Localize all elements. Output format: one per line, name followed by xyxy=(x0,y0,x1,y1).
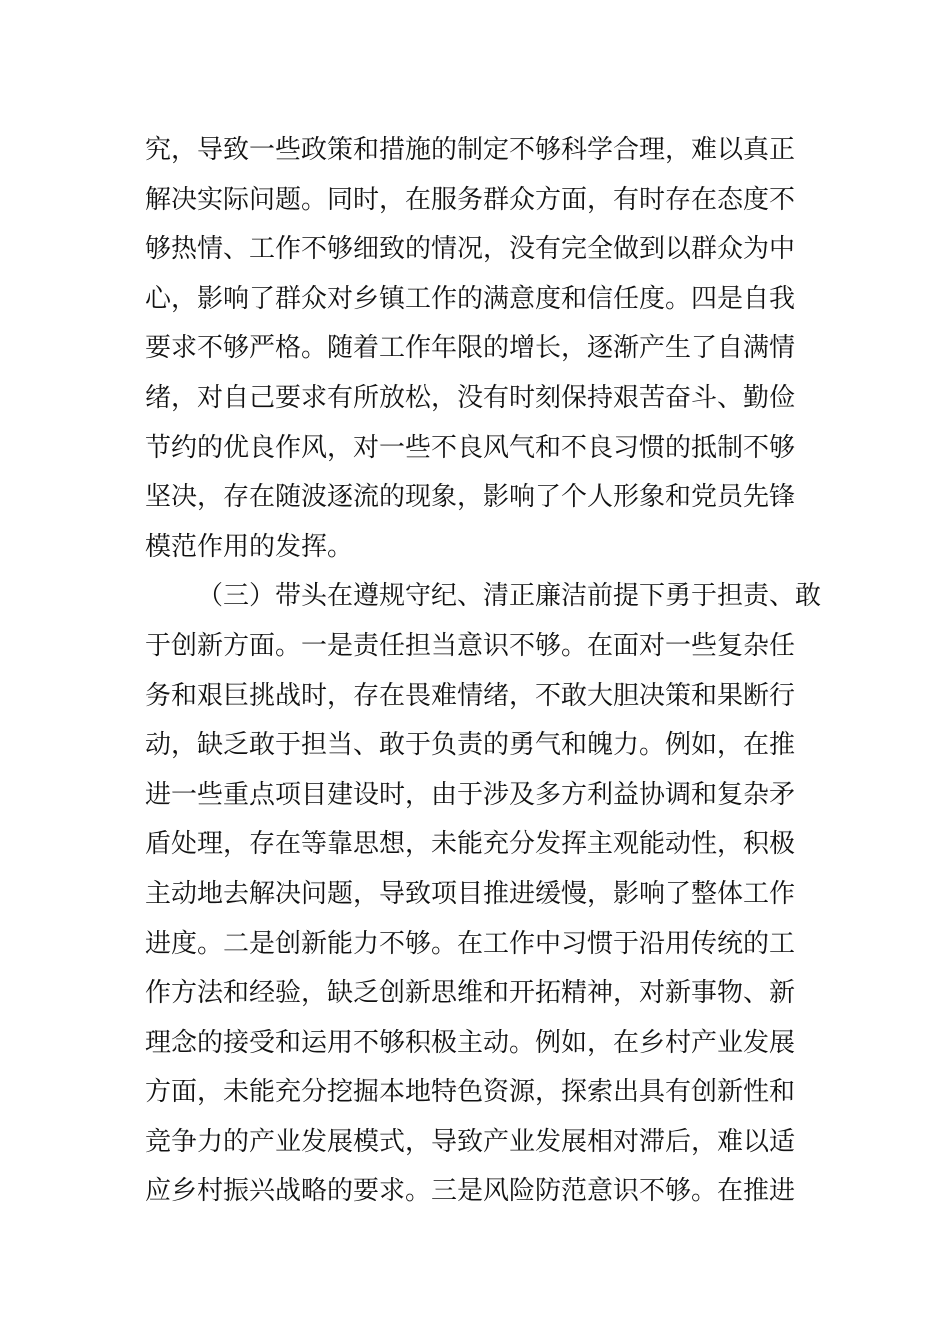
text-line: 主动地去解决问题，导致项目推进缓慢，影响了整体工作 xyxy=(145,878,796,909)
text-line: 竞争力的产业发展模式，导致产业发展相对滞后，难以适 xyxy=(145,1126,796,1157)
text-line: 应乡村振兴战略的要求。三是风险防范意识不够。在推进 xyxy=(145,1176,796,1207)
text-line: 究，导致一些政策和措施的制定不够科学合理，难以真正 xyxy=(145,135,796,165)
text-line: 进度。二是创新能力不够。在工作中习惯于沿用传统的工 xyxy=(145,928,796,959)
text-line: 作方法和经验，缺乏创新思维和开拓精神，对新事物、新 xyxy=(145,978,796,1009)
text-line: 绪，对自己要求有所放松，没有时刻保持艰苦奋斗、勤俭 xyxy=(145,382,796,413)
text-line: 务和艰巨挑战时，存在畏难情绪，不敢大胆决策和果断行 xyxy=(145,680,796,711)
text-line: 进一些重点项目建设时，由于涉及多方利益协调和复杂矛 xyxy=(145,779,796,810)
text-line: 心，影响了群众对乡镇工作的满意度和信任度。四是自我 xyxy=(145,283,796,314)
text-line: 解决实际问题。同时，在服务群众方面，有时存在态度不 xyxy=(145,184,796,215)
text-line: 理念的接受和运用不够积极主动。例如，在乡村产业发展 xyxy=(145,1027,796,1058)
text-line: 盾处理，存在等靠思想，未能充分发挥主观能动性，积极 xyxy=(145,829,796,860)
text-line: 动，缺乏敢于担当、敢于负责的勇气和魄力。例如，在推 xyxy=(145,730,796,761)
text-line: 要求不够严格。随着工作年限的增长，逐渐产生了自满情 xyxy=(145,333,796,364)
section-heading-line: （三）带头在遵规守纪、清正廉洁前提下勇于担责、敢 xyxy=(197,581,822,612)
text-line: 节约的优良作风，对一些不良风气和不良习惯的抵制不够 xyxy=(145,432,796,463)
body-text xyxy=(145,126,822,1217)
text-line: 坚决，存在随波逐流的现象，影响了个人形象和党员先锋 xyxy=(145,482,796,513)
text-line: 于创新方面。一是责任担当意识不够。在面对一些复杂任 xyxy=(145,630,796,661)
text-line: 模范作用的发挥。 xyxy=(145,531,354,562)
text-line: 方面，未能充分挖掘本地特色资源，探索出具有创新性和 xyxy=(145,1077,796,1108)
text-line: 够热情、工作不够细致的情况，没有完全做到以群众为中 xyxy=(145,234,796,265)
